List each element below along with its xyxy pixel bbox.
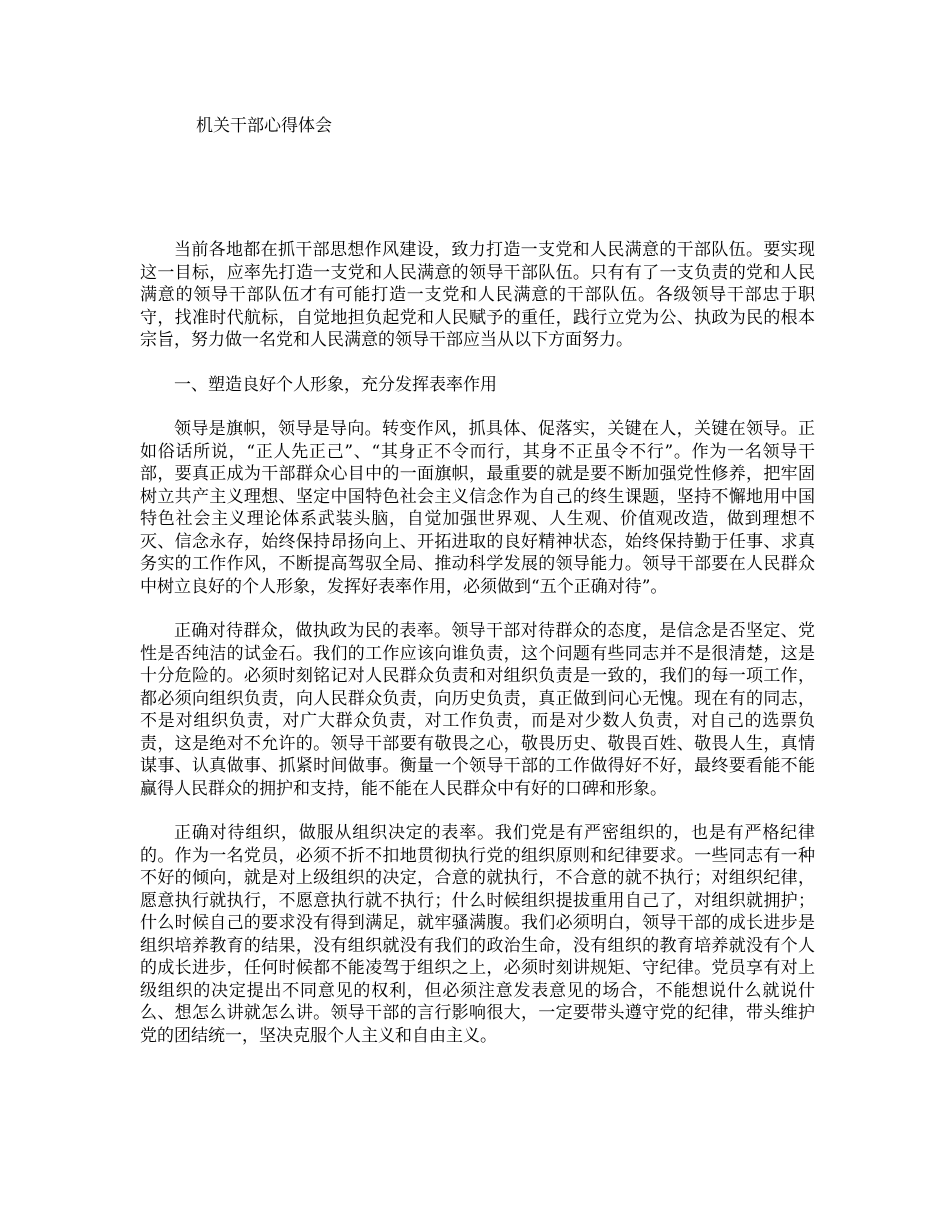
body-paragraph: 领导是旗帜，领导是导向。转变作风，抓具体、促落实，关键在人，关键在领导。正如俗话所说，“正人先正己”、“其身正不令而行，其身不正虽令不行”。作为一名领导干部，要真正成为干部群众心目中的一面旗帜，最重要的就是要不断加强党性修养，把牢固树立共产主义理想、坚定中国特色社会主义信念作为自己的终生课题，坚持不懈地用中国特色社会主义理论体系武装头脑，自觉加强世界观、人生观、价值观改造，做到理想不灭、信念永存，始终保持昂扬向上、开拓进取的良好精神状态，始终保持勤于任事、求真务实的工作作风，不断提高驾驭全局、推动科学发展的领导能力。领导干部要在人民群众中树立良好的个人形象，发挥好表率作用，必须做到“五个正确对待”。 [140, 419, 815, 597]
document-body [140, 239, 815, 1069]
section-heading: 一、塑造良好个人形象，充分发挥表率作用 [174, 374, 497, 395]
body-paragraph: 正确对待群众，做执政为民的表率。领导干部对待群众的态度，是信念是否坚定、党性是否纯洁的试金石。我们的工作应该向谁负责，这个问题有些同志并不是很清楚，这是十分危险的。必须时刻铭记对人民群众负责和对组织负责是一致的，我们的每一项工作，都必须向组织负责，向人民群众负责，向历史负责，真正做到问心无愧。现在有的同志，不是对组织负责，对广大群众负责，对工作负责，而是对少数人负责，对自己的选票负责，这是绝对不允许的。领导干部要有敬畏之心，敬畏历史、敬畏百姓、敬畏人生，真情谋事、认真做事、抓紧时间做事。衡量一个领导干部的工作做得好不好，最终要看能不能赢得人民群众的拥护和支持，能不能在人民群众中有好的口碑和形象。 [140, 621, 815, 799]
document-title: 机关干部心得体会 [196, 116, 332, 136]
body-paragraph: 正确对待组织，做服从组织决定的表率。我们党是有严密组织的，也是有严格纪律的。作为一名党员，必须不折不扣地贯彻执行党的组织原则和纪律要求。一些同志有一种不好的倾向，就是对上级组织的决定，合意的就执行，不合意的就不执行；对组织纪律，愿意执行就执行，不愿意执行就不执行；什么时候组织提拔重用自己了，对组织就拥护；什么时候自己的要求没有得到满足，就牢骚满腹。我们必须明白，领导干部的成长进步是组织培养教育的结果，没有组织就没有我们的政治生命，没有组织的教育培养就没有个人的成长进步，任何时候都不能凌驾于组织之上，必须时刻讲规矩、守纪律。党员享有对上级组织的决定提出不同意见的权利，但必须注意发表意见的场合，不能想说什么就说什么、想怎么讲就怎么讲。领导干部的言行影响很大，一定要带头遵守党的纪律，带头维护党的团结统一，坚决克服个人主义和自由主义。 [140, 823, 815, 1046]
intro-paragraph: 当前各地都在抓干部思想作风建设，致力打造一支党和人民满意的干部队伍。要实现这一目标，应率先打造一支党和人民满意的领导干部队伍。只有有了一支负责的党和人民满意的领导干部队伍才有可能打造一支党和人民满意的干部队伍。各级领导干部忠于职守，找准时代航标，自觉地担负起党和人民赋予的重任，践行立党为公、执政为民的根本宗旨，努力做一名党和人民满意的领导干部应当从以下方面努力。 [140, 240, 815, 350]
